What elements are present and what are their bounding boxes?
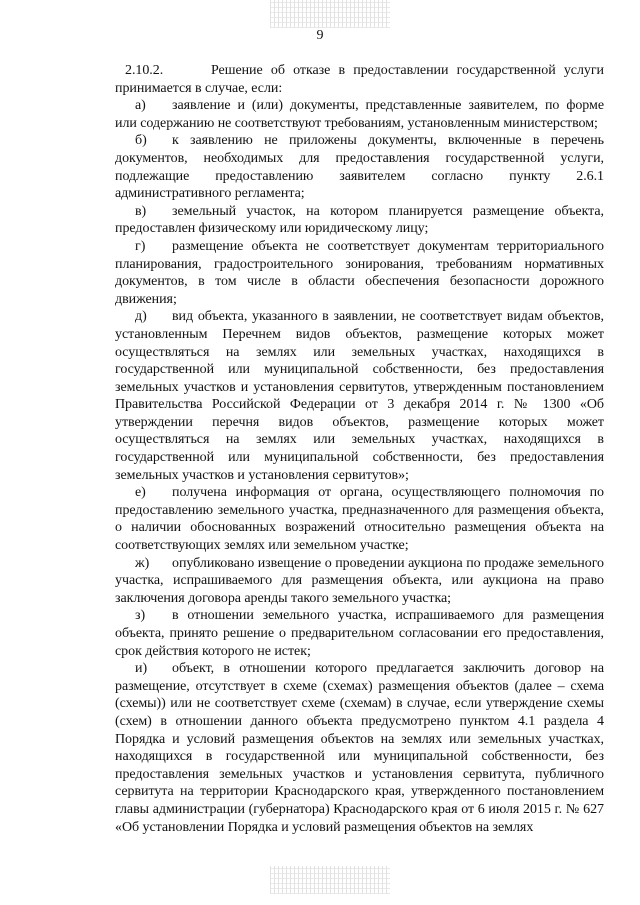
list-marker: з) [135,608,146,624]
list-item-d [115,308,604,484]
list-item-text: заявление и (или) документы, представленные заявителем, по форме или содержанию не соответствуют требованиям, установленным министерством; [115,98,604,131]
list-item-text: к заявлению не приложены документы, включенные в перечень документов, необходимых для предоставления государственной услуги, подлежащие предоставлению заявителем согласно пункту 2.6.1 административного регламента; [115,133,604,202]
list-marker: в) [135,203,147,219]
section-paragraph-2-10-2 [115,62,604,97]
list-item-text: размещение объекта не соответствует документам территориального планирования, градостроительного зонирования, требованиям нормативных документов, в том числе в области обеспечения безопасности дорожного движения; [115,238,604,307]
list-item-text: получена информация от органа, осуществляющего полномочия по предоставлению земельного участка, предназначенного для размещения объекта, о наличии обоснованных возражений относительно размещения объекта на соответствующих землях или земельном участке; [115,485,604,554]
list-marker: ж) [135,555,150,571]
list-item-zh [115,555,604,608]
scan-stamp-top [270,0,390,28]
list-marker: е) [135,485,146,501]
list-item-b [115,132,604,202]
list-item-e [115,484,604,554]
document-body [115,62,604,836]
section-number: 2.10.2. [125,63,164,78]
list-item-text: вид объекта, указанного в заявлении, не соответствует видам объектов, установленным Перечнем видов объектов, размещение которых может осуществляться на землях или земельных участках, находящихся в государственной или муниципальной собственности, без предоставления земельных участков и установления сервитутов, утвержденным постановлением Правительства Российской Федерации от 3 декабря 2014 г. № 1300 «Об утверждении перечня видов объектов, размещение которых может осуществляться на землях или земельных участках, находящихся в государственной или муниципальной собственности, без предоставления земельных участков и установления сервитутов»; [115,309,604,483]
list-item-text: в отношении земельного участка, испрашиваемого для размещения объекта, принято решение о предварительном согласовании его предоставления, срок действия которого не истек; [115,608,604,659]
list-marker: и) [135,661,148,677]
list-item-v [115,203,604,238]
list-item-i [115,660,604,836]
list-marker: д) [135,309,147,325]
list-item-z [115,607,604,660]
list-item-g [115,238,604,308]
section-text: Решение об отказе в предоставлении государственной услуги принимается в случае, если: [115,63,604,96]
scan-stamp-bottom [270,866,390,894]
list-item-text: земельный участок, на котором планируется размещение объекта, предоставлен физическому или юридическому лицу; [115,203,604,237]
list-marker: б) [135,133,147,149]
list-marker: а) [135,98,146,114]
page-number: 9 [316,28,324,43]
list-item-a [115,97,604,132]
list-item-text: опубликовано извещение о проведении аукциона по продаже земельного участка, испрашиваемого для размещения объекта, или аукциона на право заключения договора аренды такого земельного участка; [115,555,604,606]
list-marker: г) [135,238,146,254]
list-item-text: объект, в отношении которого предлагается заключить договор на размещение, отсутствует в схеме (схемах) размещения объектов (далее – схема (схемы)) или не соответствует схеме (схемам) в случае, если утверждение схемы (схем) в отношении данного объекта предусмотрено пунктом 4.1 раздела 4 Порядка и условий размещения объектов на землях или земельных участках, находящихся в государственной или муниципальной собственности, без предоставления земельных участков и установления сервитута, публичного сервитута на территории Краснодарского края, утвержденного постановлением главы администрации (губернатора) Краснодарского края от 6 июля 2015 г. № 627 «Об установлении Порядка и условий размещения объектов на землях [115,661,604,835]
